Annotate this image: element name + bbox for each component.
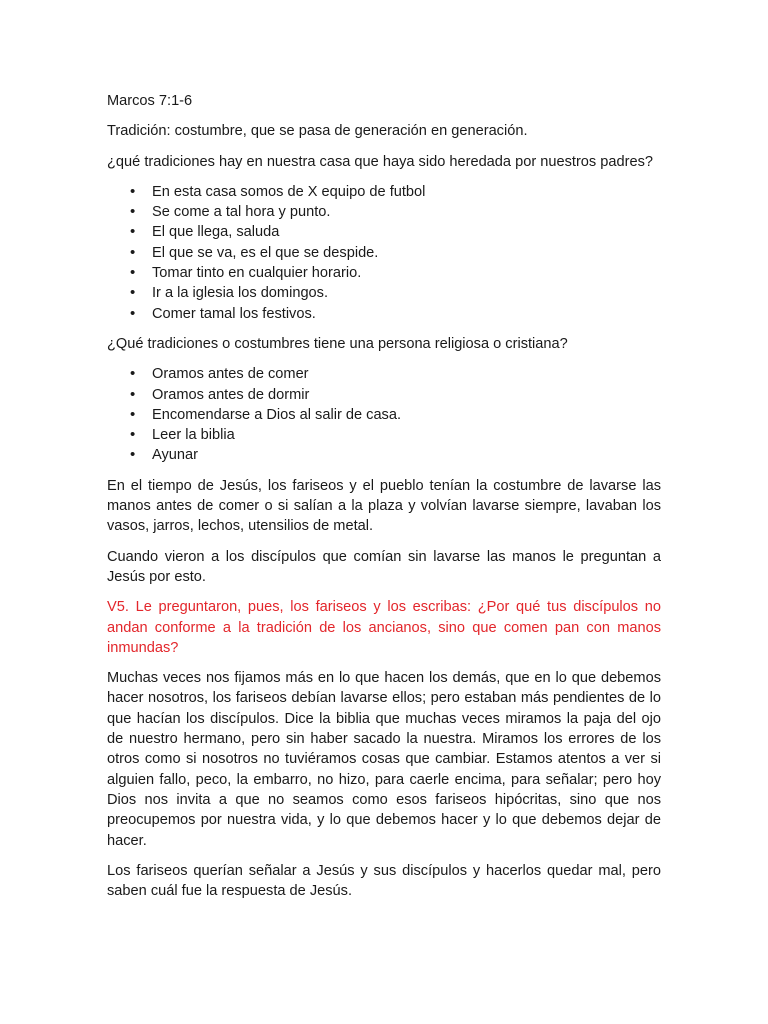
religious-traditions-list [107,364,661,465]
list-item: • Comer tamal los festivos. [152,304,661,324]
list-item: • Leer la biblia [152,425,661,445]
verse-quote: V5. Le preguntaron, pues, los fariseos y los escribas: ¿Por qué tus discípulos no andan conforme a la tradición de los ancianos, sino que comen pan con manos inmundas? [107,599,661,656]
list-item: • Encomendarse a Dios al salir de casa. [152,405,661,425]
body-paragraph-closing: Los fariseos querían señalar a Jesús y sus discípulos y hacerlos quedar mal, pero saben cuál fue la respuesta de Jesús. [107,862,661,900]
list-item: • El que se va, es el que se despide. [152,243,661,263]
list-item: • Oramos antes de comer [152,364,661,384]
list-item: • En esta casa somos de X equipo de futbol [152,182,661,202]
list-item: • Ayunar [152,445,661,465]
list-item: • Tomar tinto en cualquier horario. [152,263,661,283]
definition-paragraph: Tradición: costumbre, que se pasa de generación en generación. [107,123,528,140]
list-item: • Se come a tal hora y punto. [152,202,661,222]
question-home-traditions: ¿qué tradiciones hay en nuestra casa que haya sido heredada por nuestros padres? [107,153,654,170]
question-religious-traditions: ¿Qué tradiciones o costumbres tiene una persona religiosa o cristiana? [107,335,568,352]
list-item: • Oramos antes de dormir [152,385,661,405]
body-paragraph-disciples: Cuando vieron a los discípulos que comían sin lavarse las manos le preguntan a Jesús por esto. [107,548,661,585]
document-heading: Marcos 7:1-6 [107,93,193,109]
list-item: • El que llega, saluda [152,222,661,242]
document-page [107,91,661,911]
body-paragraph-jesus-time: En el tiempo de Jesús, los fariseos y el pueblo tenían la costumbre de lavarse las manos antes de comer o si salían a la plaza y volvían lavarse siempre, lavaban los vasos, jarros, lechos, utensilios de metal. [107,477,661,535]
list-item: • Ir a la iglesia los domingos. [152,283,661,303]
body-paragraph-reflection: Muchas veces nos fijamos más en lo que hacen los demás, que en lo que debemos hacer nosotros, los fariseos debían lavarse ellos; pero estaban más pendientes de lo que hacían los discípulos. Dice la biblia que muchas veces miramos la paja del ojo de nuestro hermano, pero sin haber sacado la nuestra. Miramos los errores de los otros como si nosotros no tuviéramos cosas que cambiar. Estamos atentos a ver si alguien fallo, peco, la embarro, no hizo, para caerle encima, para señalar; pero hoy Dios nos invita a que no seamos como esos fariseos hipócritas, sino que nos preocupemos por nuestra vida, y lo que debemos hacer y lo que debemos dejar de hacer. [107,670,661,849]
home-traditions-list [107,182,661,324]
